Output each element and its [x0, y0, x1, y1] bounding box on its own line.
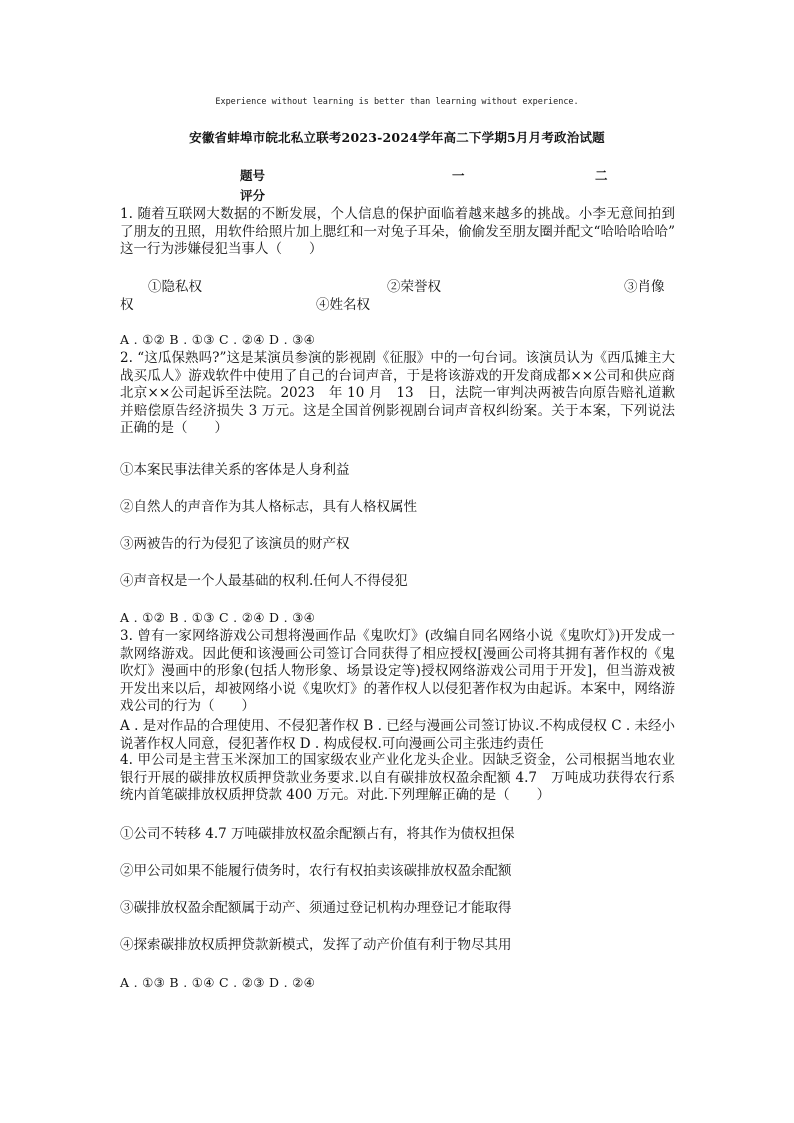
- question-4-statement-3: ③碳排放权盈余配额属于动产、须通过登记机构办理登记才能取得: [120, 900, 512, 916]
- question-1-option-4: ④姓名权: [316, 297, 370, 313]
- motto: Experience without learning is better than learning without experience.: [215, 97, 579, 107]
- question-1-answers: A . ①② B . ①③ C . ②④ D . ③④: [120, 332, 316, 347]
- question-1-option-2: ②荣誉权: [387, 279, 441, 295]
- question-4-statement-4: ④探索碳排放权质押贷款新模式，发挥了动产价值有利于物尽其用: [120, 937, 512, 953]
- page-title: 安徽省蚌埠市皖北私立联考2023-2024学年高二下学期5月月考政治试题: [189, 130, 605, 145]
- question-3-stem: 3. 曾有一家网络游戏公司想将漫画作品《鬼吹灯》(改编自同名网络小说《鬼吹灯》)开发成一款网络游戏。因此便和该漫画公司签订合同获得了相应授权[漫画公司将其拥有著作权的《鬼吹灯》漫画中的形象(包括人物形象、场景设定等)授权网络游戏公司用于开发]，但当游戏被开发出来以后，却被网络小说《鬼吹灯》的著作权人以侵犯著作权为由起诉。本案中，网络游戏公司的行为（ ）: [120, 628, 675, 714]
- score-table: [240, 166, 620, 204]
- score-table-col-1: 一: [452, 168, 465, 183]
- question-4-statement-2: ②甲公司如果不能履行债务时，农行有权拍卖该碳排放权盈余配额: [120, 863, 512, 879]
- question-1-option-3-cont: 权: [120, 297, 134, 313]
- question-2-statement-3: ③两被告的行为侵犯了该演员的财产权: [120, 536, 350, 552]
- question-3-options: A . 是对作品的合理使用、不侵犯著作权 B . 已经与漫画公司签订协议.不构成侵权 C . 未经小说著作权人同意，侵犯著作权 D . 构成侵权.可向漫画公司主张违约责任: [120, 718, 675, 752]
- question-2-answers: A . ①② B . ①③ C . ②④ D . ③④: [120, 610, 316, 625]
- question-1-option-1: ①隐私权: [148, 279, 202, 295]
- question-2-stem: 2. “这瓜保熟吗?”这是某演员参演的影视剧《征服》中的一句台词。该演员认为《西瓜摊主大战买瓜人》游戏软件中使用了自己的台词声音，于是将该游戏的开发商成都××公司和供应商北京××公司起诉至法院。2023 年 10 月 13 日，法院一审判决两被告向原告赔礼道歉并赔偿原告经济损失 3 万元。这是全国首例影视剧台词声音权纠纷案。关于本案，下列说法正确的是（ ）: [120, 350, 675, 436]
- question-4-statement-1: ①公司不转移 4.7 万吨碳排放权盈余配额占有，将其作为债权担保: [120, 826, 515, 842]
- score-table-row-label-score: 评分: [240, 188, 266, 203]
- question-4-stem: 4. 甲公司是主营玉米深加工的国家级农业产业化龙头企业。因缺乏资金，公司根据当地农业银行开展的碳排放权质押贷款业务要求.以自有碳排放权盈余配额 4.7 万吨成功获得农行系统内首笔碳排放权质押贷款 400 万元。对此.下列理解正确的是（ ）: [120, 752, 675, 803]
- score-table-col-2: 二: [595, 168, 608, 183]
- question-1-option-3: ③肖像: [624, 279, 665, 295]
- question-2-statement-4: ④声音权是一个人最基础的权利.任何人不得侵犯: [120, 573, 408, 589]
- question-2-statement-1: ①本案民事法律关系的客体是人身利益: [120, 462, 350, 478]
- question-4-answers: A . ①③ B . ①④ C . ②③ D . ②④: [120, 975, 316, 990]
- score-table-row-label-question: 题号: [240, 168, 266, 183]
- question-2-statement-2: ②自然人的声音作为其人格标志，具有人格权属性: [120, 499, 417, 515]
- question-1-stem: 1. 随着互联网大数据的不断发展，个人信息的保护面临着越来越多的挑战。小李无意间拍到了朋友的丑照，用软件给照片加上腮红和一对兔子耳朵，偷偷发至朋友圈并配文“哈哈哈哈哈” 这一行为涉嫌侵犯当事人（ ）: [120, 206, 689, 257]
